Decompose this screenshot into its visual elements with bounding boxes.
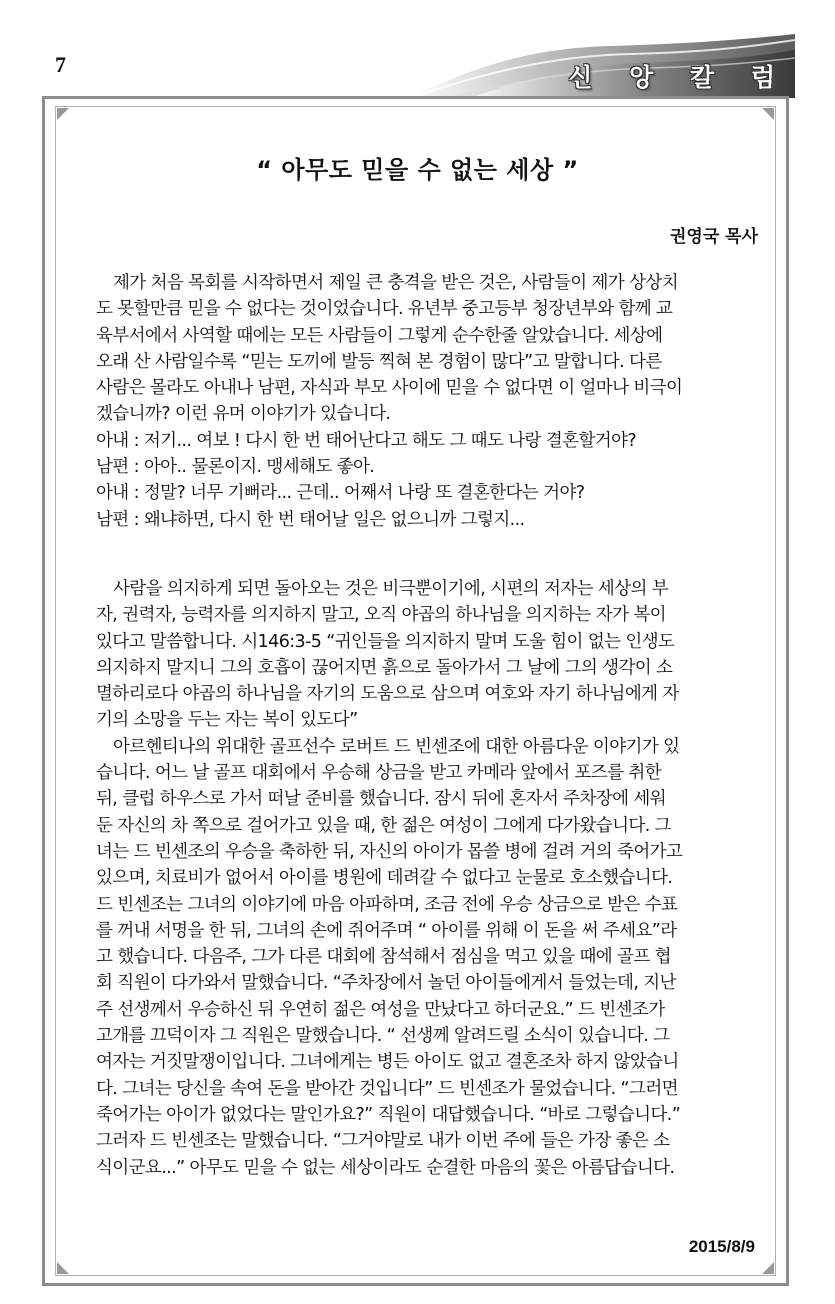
body-line: 습니다. 어느 날 골프 대회에서 우승해 상금을 받고 카메라 앞에서 포즈를 취한 <box>96 763 662 784</box>
body-line: 겠습니까? 이런 유머 이야기가 있습니다. <box>96 404 391 425</box>
article-title: “ 아무도 믿을 수 없는 세상 ” <box>256 156 579 184</box>
corner-ornament <box>57 1262 69 1274</box>
body-line: 를 꺼내 서명을 한 뒤, 그녀의 손에 쥐어주며 “ 아이를 위해 이 돈을 써 주세요”라 <box>96 920 677 941</box>
body-line: 도 못할만큼 믿을 수 없다는 것이었습니다. 유년부 중고등부 청장년부와 함께 교 <box>96 299 673 320</box>
body-line: 다. 그녀는 당신을 속여 돈을 받아간 것입니다” 드 빈센조가 물었습니다. “그러면 <box>96 1078 678 1099</box>
body-line: 의지하지 말지니 그의 호흡이 끊어지면 흙으로 돌아가서 그 날에 그의 생각이 소 <box>96 657 673 678</box>
body-line: 멸하리로다 야곱의 하나님을 자기의 도움으로 삼으며 여호와 자기 하나님에게 자 <box>96 684 679 705</box>
body-line: 육부서에서 사역할 때에는 모든 사람들이 그렇게 순수한줄 알았습니다. 세상에 <box>96 325 663 346</box>
body-line: 회 직원이 다가와서 말했습니다. “주차장에서 놀던 아이들에게서 들었는데, 지난 <box>96 973 676 994</box>
article-body <box>96 270 756 1181</box>
body-line: 기의 소망을 두는 자는 복이 있도다” <box>96 710 358 731</box>
body-line: 아르헨티나의 위대한 골프선수 로버트 드 빈센조에 대한 아름다운 이야기가 있 <box>113 736 680 757</box>
body-line: 여자는 거짓말쟁이입니다. 그녀에게는 병든 아이도 없고 결혼조차 하지 않았습니 <box>96 1052 679 1073</box>
body-line: 고개를 끄덕이자 그 직원은 말했습니다. “ 선생께 알려드릴 소식이 있습니다. 그 <box>96 1026 670 1047</box>
body-line: 뒤, 클럽 하우스로 가서 떠날 준비를 했습니다. 잠시 뒤에 혼자서 주차장에 세워 <box>96 789 666 810</box>
dialogue-line: 남편 : 아아.. 물론이지. 맹세해도 좋아. <box>96 457 375 478</box>
body-line: 드 빈센조는 그녀의 이야기에 마음 아파하며, 조금 전에 우승 상금으로 받은 수표 <box>96 894 678 915</box>
dialogue-line: 아내 : 정말? 너무 기뻐라... 근데.. 어째서 나랑 또 결혼한다는 거야? <box>96 483 585 504</box>
body-line: 주 선생께서 우승하신 뒤 우연히 젊은 여성을 만났다고 하더군요.” 드 빈센조가 <box>96 999 665 1020</box>
corner-ornament <box>57 108 69 120</box>
body-line: 고 했습니다. 다음주, 그가 다른 대회에 참석해서 점심을 먹고 있을 때에 골프 협 <box>96 947 671 968</box>
body-line: 자, 권력자, 능력자를 의지하지 말고, 오직 야곱의 하나님을 의지하는 자가 복이 <box>96 605 666 626</box>
body-line: 사람을 의지하게 되면 돌아오는 것은 비극뿐이기에, 시편의 저자는 세상의 부 <box>113 578 669 599</box>
corner-ornament <box>762 108 774 120</box>
body-line: 둔 자신의 차 쪽으로 걸어가고 있을 때, 한 젊은 여성이 그에게 다가왔습니다. 그 <box>96 815 671 836</box>
body-line: 사람은 몰라도 아내나 남편, 자식과 부모 사이에 믿을 수 없다면 이 얼마나 비극이 <box>96 378 683 399</box>
body-line: 있으며, 치료비가 없어서 아이를 병원에 데려갈 수 없다고 눈물로 호소했습니다. <box>96 868 673 889</box>
body-line: 녀는 드 빈센조의 우승을 축하한 뒤, 자신의 아이가 몹쓸 병에 걸려 거의 죽어가고 <box>96 841 683 862</box>
article-date: 2015/8/9 <box>688 1237 755 1256</box>
corner-ornament <box>762 1262 774 1274</box>
body-line: 있다고 말씀합니다. 시146:3-5 “귀인들을 의지하지 말며 도울 힘이 없는 인생도 <box>96 631 675 652</box>
body-line: 식이군요...” 아무도 믿을 수 없는 세상이라도 순결한 마음의 꽃은 아름답습니다. <box>96 1157 675 1178</box>
body-line: 그러자 드 빈센조는 말했습니다. “그거야말로 내가 이번 주에 들은 가장 좋은 소 <box>96 1131 670 1152</box>
dialogue-line: 아내 : 저기... 여보 ! 다시 한 번 태어난다고 해도 그 때도 나랑 결혼할거야? <box>96 430 637 451</box>
article-author: 권영국 목사 <box>669 227 758 247</box>
body-line: 오래 산 사람일수록 “믿는 도끼에 발등 찍혀 본 경험이 많다”고 말합니다. 다른 <box>96 351 662 372</box>
body-line: 죽어가는 아이가 없었다는 말인가요?” 직원이 대답했습니다. “바로 그렇습니다.” <box>96 1104 681 1125</box>
section-title: 신 앙 칼 럼 <box>568 63 789 92</box>
body-line: 제가 처음 목회를 시작하면서 제일 큰 충격을 받은 것은, 사람들이 제가 상상치 <box>113 273 679 293</box>
dialogue-line: 남편 : 왜냐하면, 다시 한 번 태어날 일은 없으니까 그렇지... <box>96 509 525 530</box>
page-number: 7 <box>55 52 66 77</box>
